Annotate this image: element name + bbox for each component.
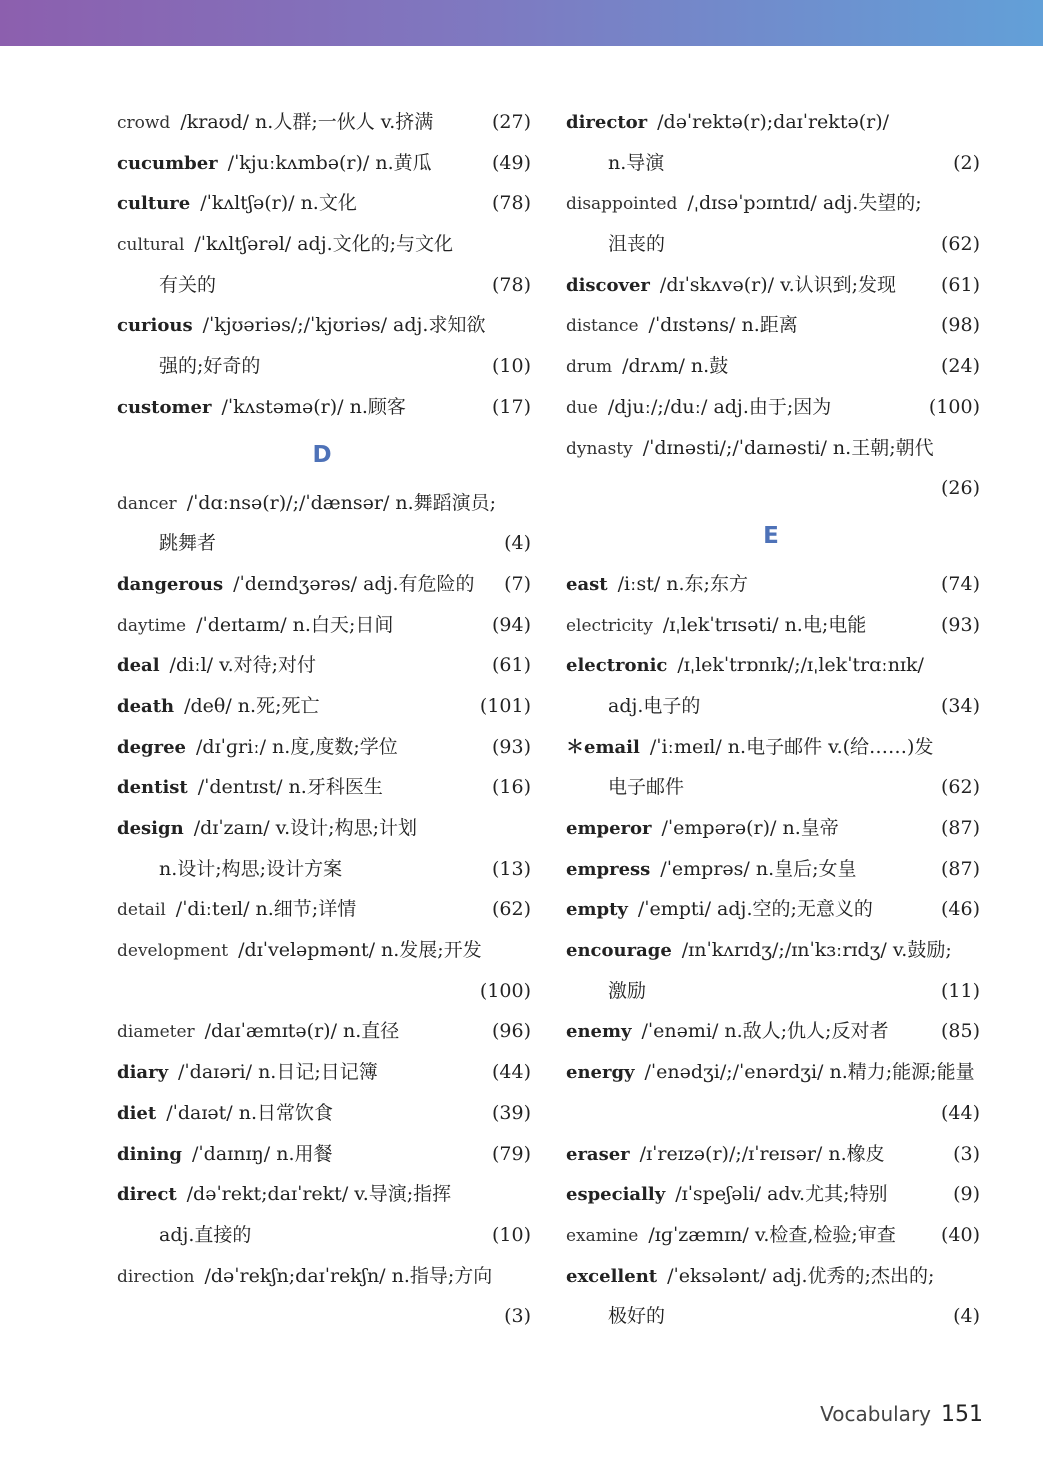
header-gradient-bar [0,0,1043,46]
headword: death [117,695,175,717]
headword: especially [566,1184,666,1206]
vocab-entry [117,102,531,143]
entry-continuation [566,143,980,184]
headword: examine [566,1225,639,1246]
headword: empty [566,899,628,921]
unit-reference: (87) [940,857,980,880]
unit-reference: (4) [953,1305,980,1328]
vocab-entry [117,387,531,428]
definition-text: /ˈeksələnt/ adj.优秀的;杰出的; [667,1264,935,1287]
definition-text: /dəˈrekt;daɪˈrekt/ v.导演;指挥 [186,1183,452,1206]
entry-continuation [117,971,531,1012]
entry-continuation [566,224,980,265]
definition-text: /ˈdentɪst/ n.牙科医生 [197,776,383,799]
unit-reference: (93) [940,613,980,636]
definition-text: /ˈempərə(r)/ n.皇帝 [661,817,839,839]
definition-text: /ˈkʌstəmə(r)/ n.顾客 [221,395,406,418]
unit-reference: (9) [953,1183,980,1206]
unit-reference: (27) [491,111,531,133]
vocab-entry [566,305,980,346]
definition-text: adj.电子的 [608,694,701,717]
definition-text: /ˈenədʒi/;/ˈenərdʒi/ n.精力;能源;能量 [644,1061,975,1084]
definition-text: /ˈdeɪndʒərəs/ adj.有危险的 [233,572,475,595]
unit-reference: (87) [940,817,980,839]
headword: eraser [566,1143,630,1165]
headword: east [566,573,608,595]
definition-text: /drʌm/ n.鼓 [622,355,729,378]
definition-text: /ˈdaɪnɪŋ/ n.用餐 [192,1142,333,1165]
vocab-entry [117,305,527,346]
entry-continuation [566,468,980,509]
headword: dining [117,1143,183,1165]
unit-reference: (13) [491,857,531,880]
unit-reference: (10) [491,355,531,378]
definition-text: /ˈdiːteɪl/ n.细节;详情 [175,898,357,921]
entry-continuation [566,767,980,808]
vocab-entry [566,1011,980,1052]
definition-text: /ˈempti/ adj.空的;无意义的 [637,898,873,921]
vocab-entry [117,183,531,224]
unit-reference: (16) [491,776,531,799]
definition-text: n.设计;构思;设计方案 [159,857,343,880]
headword: development [117,941,229,962]
unit-reference: (24) [940,355,980,378]
vocab-entry [566,1215,980,1256]
definition-text: /djuː/;/duː/ adj.由于;因为 [607,395,832,418]
unit-reference: (79) [491,1142,531,1165]
entry-continuation [117,1296,531,1337]
unit-reference: (44) [491,1061,531,1084]
headword: energy [566,1062,635,1084]
page-footer [820,1402,983,1427]
definition-text: /ˈdɑːnsə(r)/;/ˈdænsər/ n.舞蹈演员; [186,491,497,514]
headword: enemy [566,1021,632,1043]
definition-text: adj.直接的 [159,1223,252,1246]
headword: deal [117,655,160,677]
vocab-entry [566,1174,980,1215]
unit-reference: (78) [491,192,531,215]
unit-reference: (3) [953,1142,980,1165]
vocab-entry [566,1256,976,1297]
vocab-entry [117,605,531,646]
definition-text: /ˌdɪsəˈpɔɪntɪd/ adj.失望的; [687,192,922,215]
vocab-entry [117,889,531,930]
headword: discover [566,274,650,296]
vocab-entry [117,767,531,808]
unit-reference: (4) [504,532,531,555]
unit-reference: (44) [940,1101,980,1124]
entry-continuation [117,523,531,564]
entry-continuation [117,1215,531,1256]
unit-reference: (34) [940,694,980,717]
vocab-entry [117,1052,531,1093]
vocab-entry [566,183,976,224]
headword: cucumber [117,152,218,174]
definition-text: /ˈemprəs/ n.皇后;女皇 [660,857,857,880]
vocab-entry [117,1256,527,1297]
headword: encourage [566,940,672,962]
vocab-entry [566,808,980,849]
headword: electricity [566,615,653,636]
headword: dancer [117,493,177,514]
unit-reference: (100) [479,979,531,1002]
definition-text: 强的;好奇的 [159,355,261,378]
vocab-entry [566,605,980,646]
vocab-entry [566,727,976,768]
definition-text: /ˈkʌltʃə(r)/ n.文化 [200,192,357,215]
definition-text: /iːst/ n.东;东方 [617,572,748,595]
unit-reference: (26) [940,477,980,500]
vocab-entry [117,483,527,524]
headword: dangerous [117,573,224,595]
definition-text: /dɪˈzaɪn/ v.设计;构思;计划 [193,817,417,839]
unit-reference: (46) [940,898,980,921]
vocab-entry [117,1134,531,1175]
unit-reference: (101) [479,694,531,717]
unit-reference: (96) [491,1020,531,1043]
definition-text: /dɪˈskʌvə(r)/ v.认识到;发现 [659,273,897,296]
vocab-entry [566,1134,980,1175]
entry-continuation [566,686,980,727]
entry-continuation [566,1093,980,1134]
entry-continuation [117,265,531,306]
vocab-entry [566,564,980,605]
definition-text: /ɪˌlekˈtrɪsəti/ n.电;电能 [662,613,867,636]
vocab-entry [566,889,980,930]
unit-reference: (10) [491,1223,531,1246]
headword: direction [117,1266,195,1287]
right-column [566,102,980,1337]
page-number: 151 [941,1402,983,1427]
headword: design [117,818,184,839]
headword: dynasty [566,438,633,459]
definition-text: /diːl/ v.对待;对付 [169,654,317,677]
section-letter-heading: D [312,441,332,468]
entry-continuation [566,1296,980,1337]
vocab-entry [566,849,980,890]
definition-text: /ˈdɪnəsti/;/ˈdaɪnəsti/ n.王朝;朝代 [642,436,934,459]
definition-text: /ˈkjuːkʌmbə(r)/ n.黄瓜 [227,151,432,174]
definition-text: /ˈdaɪət/ n.日常饮食 [166,1101,333,1124]
headword: distance [566,316,639,337]
headword: dentist [117,777,188,799]
vocab-entry [117,645,531,686]
headword: direct [117,1184,177,1206]
vocab-entry [117,686,531,727]
headword: diet [117,1102,157,1124]
definition-text: /ˈiːmeɪl/ n.电子邮件 v.(给……)发 [649,735,934,758]
unit-reference: (85) [940,1020,980,1043]
section-letter-heading: E [763,522,779,549]
headword: drum [566,357,613,378]
vocab-entry [566,930,976,971]
headword: crowd [117,113,171,133]
unit-reference: (3) [504,1305,531,1328]
vocab-entry [117,143,531,184]
vocab-entry [117,930,527,971]
headword: degree [117,736,187,758]
headword: emperor [566,818,652,839]
headword: disappointed [566,194,678,215]
unit-reference: (93) [491,735,531,758]
definition-text: /dɪˈɡriː/ n.度,度数;学位 [196,735,398,758]
vocab-entry [566,346,980,387]
left-column [117,102,531,1337]
vocab-entry [566,265,980,306]
vocab-entry [117,1174,527,1215]
vocab-entry [117,727,531,768]
definition-text: /ɪˈspeʃəli/ adv.尤其;特别 [675,1183,888,1206]
definition-text: 激励 [608,979,647,1002]
vocab-entry [117,808,527,849]
unit-reference: (7) [504,572,531,595]
definition-text: /dɪˈveləpmənt/ n.发展;开发 [238,939,482,962]
definition-text: 电子邮件 [608,776,685,799]
headword: director [566,112,648,133]
headword: due [566,397,598,418]
definition-text: /ˈenəmi/ n.敌人;仇人;反对者 [641,1020,889,1043]
entry-continuation [117,849,531,890]
vocab-entry [117,1093,531,1134]
definition-text: /ˈdeɪtaɪm/ n.白天;日间 [196,613,394,636]
definition-text: /ɪˌlekˈtrɒnɪk/;/ɪˌlekˈtrɑːnɪk/ [677,654,924,677]
unit-reference: (62) [940,233,980,256]
unit-reference: (94) [491,613,531,636]
unit-reference: (98) [940,314,980,337]
vocab-entry [117,564,531,605]
headword: daytime [117,615,187,636]
headword: customer [117,396,212,418]
definition-text: /dəˈrektə(r);daɪˈrektə(r)/ [657,111,890,133]
definition-text: /deθ/ n.死;死亡 [184,694,320,717]
headword: curious [117,315,193,337]
definition-text: /ˈkjʊəriəs/;/ˈkjʊriəs/ adj.求知欲 [202,314,486,337]
unit-reference: (78) [491,273,531,296]
headword: ＊email [566,736,640,758]
headword: culture [117,193,191,215]
unit-reference: (61) [491,654,531,677]
definition-text: /dəˈrekʃn;daɪˈrekʃn/ n.指导;方向 [204,1264,493,1287]
unit-reference: (100) [928,395,980,418]
definition-text: /ɪɡˈzæmɪn/ v.检查,检验;审查 [648,1223,896,1246]
headword: diary [117,1062,169,1084]
entry-continuation [117,346,531,387]
definition-text: n.导演 [608,151,665,174]
definition-text: 有关的 [159,273,217,296]
vocab-entry [566,428,976,469]
vocab-entry [117,1011,531,1052]
unit-reference: (11) [940,979,980,1002]
vocab-entry [566,1052,976,1093]
definition-text: /daɪˈæmɪtə(r)/ n.直径 [204,1020,400,1043]
vocab-entry [117,224,527,265]
definition-text: /ˈdɪstəns/ n.距离 [648,314,798,337]
definition-text: /ɪnˈkʌrɪdʒ/;/ɪnˈkɜːrɪdʒ/ v.鼓励; [681,939,952,962]
unit-reference: (2) [953,151,980,174]
headword: electronic [566,655,668,677]
headword: empress [566,858,651,880]
unit-reference: (39) [491,1101,531,1124]
definition-text: 极好的 [608,1305,666,1328]
headword: excellent [566,1265,658,1287]
vocab-entry [566,387,980,428]
entry-continuation [566,971,980,1012]
definition-text: 跳舞者 [159,532,217,555]
headword: diameter [117,1022,195,1043]
headword: detail [117,900,166,921]
definition-text: 沮丧的 [608,233,666,256]
footer-section-label: Vocabulary [820,1402,931,1426]
unit-reference: (17) [491,395,531,418]
vocab-entry [566,102,976,143]
unit-reference: (74) [940,572,980,595]
unit-reference: (62) [940,776,980,799]
unit-reference: (49) [491,151,531,174]
unit-reference: (40) [940,1223,980,1246]
unit-reference: (61) [940,273,980,296]
unit-reference: (62) [491,898,531,921]
definition-text: /kraʊd/ n.人群;一伙人 v.挤满 [180,111,434,133]
definition-text: /ɪˈreɪzə(r)/;/ɪˈreɪsər/ n.橡皮 [639,1142,885,1165]
definition-text: /ˈdaɪəri/ n.日记;日记簿 [178,1061,378,1084]
headword: cultural [117,235,185,256]
definition-text: /ˈkʌltʃərəl/ adj.文化的;与文化 [194,233,454,256]
vocab-entry [566,645,976,686]
